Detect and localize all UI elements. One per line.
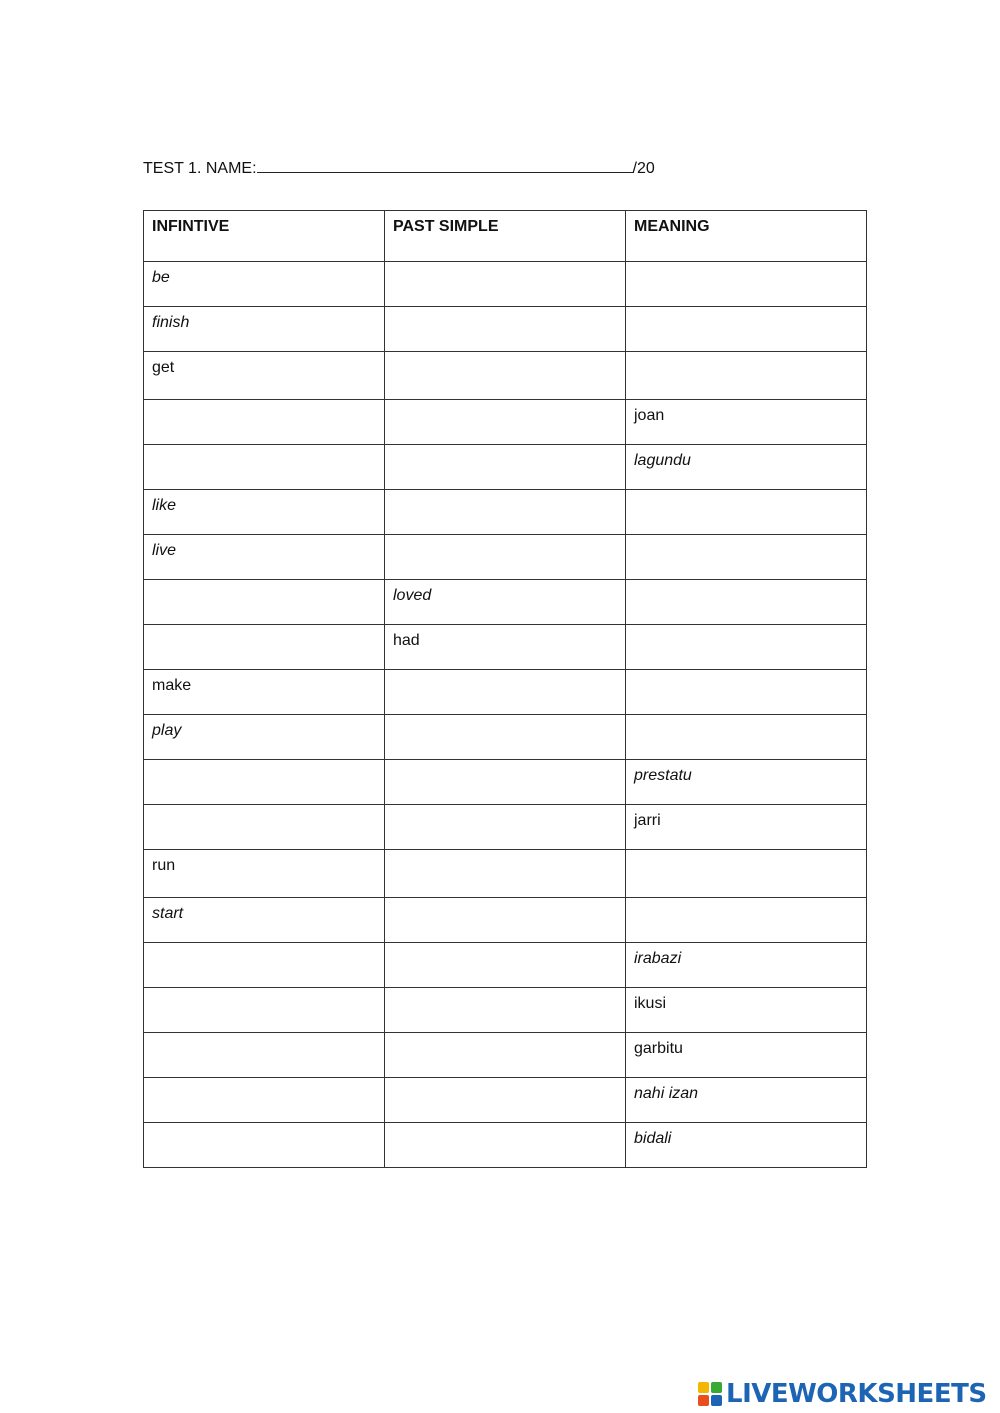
past-cell[interactable]: [385, 352, 626, 400]
score-label: /20: [632, 160, 655, 177]
infinitive-cell[interactable]: [144, 1033, 385, 1078]
infinitive-cell[interactable]: [144, 580, 385, 625]
infinitive-cell: be: [144, 262, 385, 307]
name-blank-line[interactable]: [257, 157, 633, 173]
column-header-meaning: MEANING: [626, 211, 867, 262]
meaning-cell: jarri: [626, 805, 867, 850]
table-header-row: [144, 211, 867, 262]
liveworksheets-brand: [698, 1378, 987, 1410]
meaning-cell[interactable]: [626, 352, 867, 400]
infinitive-cell: start: [144, 898, 385, 943]
past-cell[interactable]: [385, 535, 626, 580]
meaning-cell: bidali: [626, 1123, 867, 1168]
infinitive-cell: like: [144, 490, 385, 535]
infinitive-cell: run: [144, 850, 385, 898]
column-header-infinitive: INFINTIVE: [144, 211, 385, 262]
infinitive-cell: get: [144, 352, 385, 400]
past-cell[interactable]: [385, 1123, 626, 1168]
meaning-cell: ikusi: [626, 988, 867, 1033]
meaning-cell: prestatu: [626, 760, 867, 805]
infinitive-cell[interactable]: [144, 760, 385, 805]
past-cell[interactable]: [385, 445, 626, 490]
past-cell[interactable]: [385, 670, 626, 715]
past-cell[interactable]: [385, 490, 626, 535]
past-cell[interactable]: [385, 898, 626, 943]
infinitive-cell: live: [144, 535, 385, 580]
past-cell[interactable]: [385, 805, 626, 850]
past-cell[interactable]: [385, 943, 626, 988]
past-cell: loved: [385, 580, 626, 625]
meaning-cell[interactable]: [626, 262, 867, 307]
infinitive-cell[interactable]: [144, 445, 385, 490]
meaning-cell: garbitu: [626, 1033, 867, 1078]
meaning-cell: lagundu: [626, 445, 867, 490]
infinitive-cell[interactable]: [144, 400, 385, 445]
meaning-cell[interactable]: [626, 625, 867, 670]
liveworksheets-logo-icon: [698, 1382, 722, 1406]
meaning-cell[interactable]: [626, 850, 867, 898]
infinitive-cell[interactable]: [144, 943, 385, 988]
meaning-cell[interactable]: [626, 307, 867, 352]
infinitive-cell: make: [144, 670, 385, 715]
name-label: TEST 1. NAME:: [143, 160, 257, 177]
meaning-cell[interactable]: [626, 670, 867, 715]
meaning-cell: nahi izan: [626, 1078, 867, 1123]
past-cell[interactable]: [385, 988, 626, 1033]
past-cell: had: [385, 625, 626, 670]
meaning-cell[interactable]: [626, 535, 867, 580]
past-cell[interactable]: [385, 1078, 626, 1123]
meaning-cell[interactable]: [626, 715, 867, 760]
infinitive-cell: play: [144, 715, 385, 760]
infinitive-cell[interactable]: [144, 988, 385, 1033]
past-cell[interactable]: [385, 760, 626, 805]
infinitive-cell[interactable]: [144, 625, 385, 670]
verbs-table: [143, 210, 867, 1168]
past-cell[interactable]: [385, 715, 626, 760]
infinitive-cell: finish: [144, 307, 385, 352]
column-header-past-simple: PAST SIMPLE: [385, 211, 626, 262]
past-cell[interactable]: [385, 262, 626, 307]
meaning-cell: irabazi: [626, 943, 867, 988]
meaning-cell[interactable]: [626, 580, 867, 625]
meaning-cell: joan: [626, 400, 867, 445]
brand-name: LIVEWORKSHEETS: [726, 1379, 987, 1409]
past-cell[interactable]: [385, 1033, 626, 1078]
past-cell[interactable]: [385, 400, 626, 445]
past-cell[interactable]: [385, 307, 626, 352]
meaning-cell[interactable]: [626, 898, 867, 943]
test-header: [143, 157, 655, 178]
infinitive-cell[interactable]: [144, 1123, 385, 1168]
past-cell[interactable]: [385, 850, 626, 898]
infinitive-cell[interactable]: [144, 1078, 385, 1123]
infinitive-cell[interactable]: [144, 805, 385, 850]
meaning-cell[interactable]: [626, 490, 867, 535]
